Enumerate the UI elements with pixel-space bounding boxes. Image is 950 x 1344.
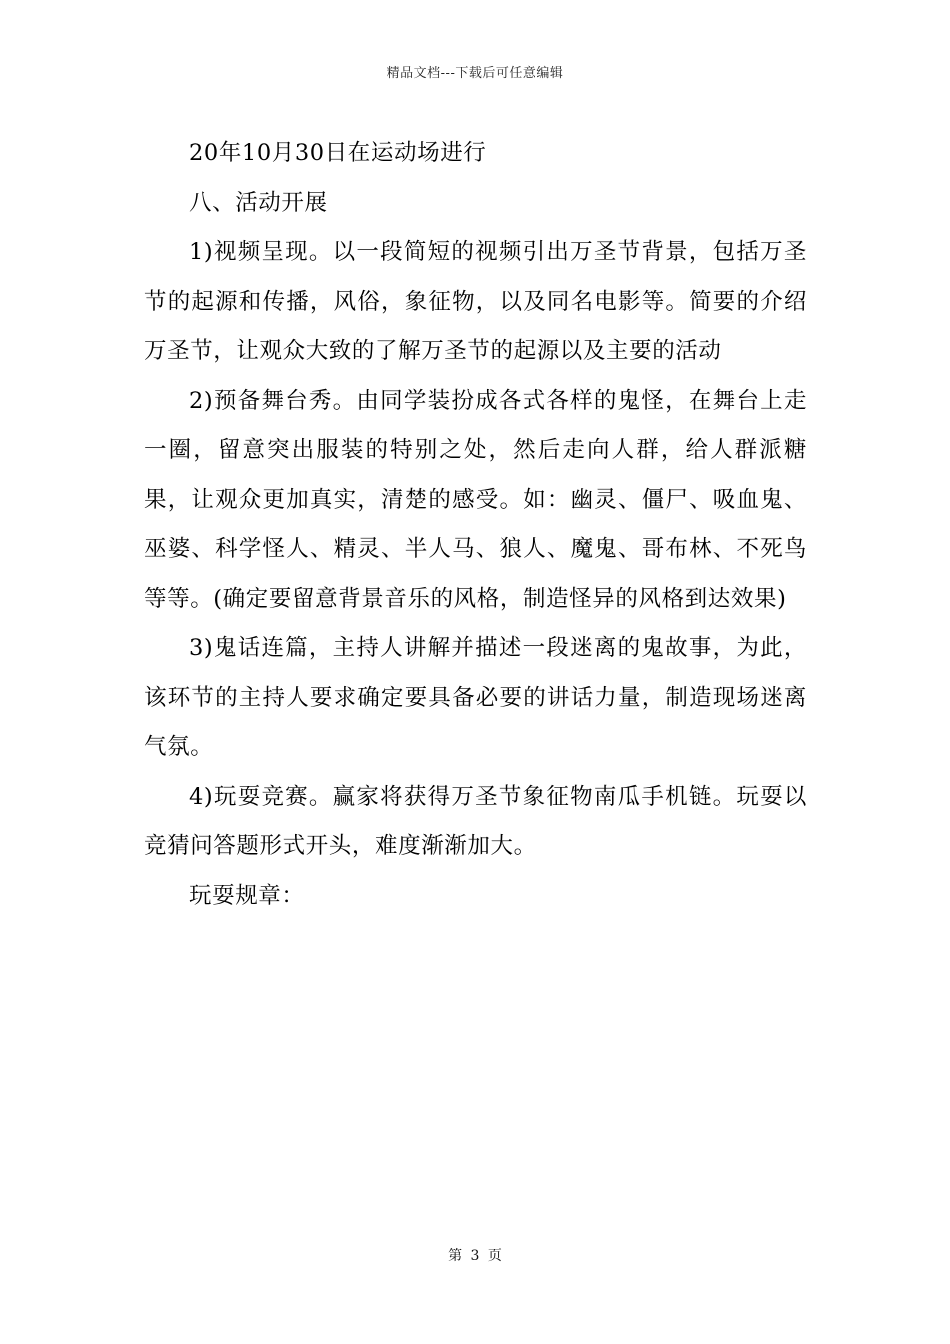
page-header: 精品文档---下载后可任意编辑 [386,66,564,81]
paragraph-ghost-stories: 3)鬼话连篇，主持人讲解并描述一段迷离的鬼故事，为此，该环节的主持人要求确定要具备必要的讲话力量，制造现场迷离气氛。 [144,635,807,760]
date-location-line: 20年10月30日在运动场进行 [189,140,487,166]
page-suffix: 页 [487,1248,502,1264]
paragraph-stage-show: 2)预备舞台秀。由同学装扮成各式各样的鬼怪，在舞台上走一圈，留意突出服装的特别之处，然后走向人群，给人群派糖果，让观众更加真实，清楚的感受。如：幽灵、僵尸、吸血鬼、巫婆、科学怪人、精灵、半人马、狼人、魔鬼、哥布林、不死鸟等等。(确定要留意背景音乐的风格，制造怪异的风格到达效果) [144,387,807,612]
paragraph-video: 1)视频呈现。以一段简短的视频引出万圣节背景，包括万圣节的起源和传播，风俗，象征物，以及同名电影等。简要的介绍万圣节，让观众大致的了解万圣节的起源以及主要的活动 [144,239,807,364]
page-footer [0,1246,950,1266]
page-prefix: 第 [448,1248,463,1264]
document-body [144,129,807,921]
section-heading: 八、活动开展 [189,189,328,216]
page-number: 3 [470,1248,480,1264]
paragraph-game-contest: 4)玩耍竞赛。赢家将获得万圣节象征物南瓜手机链。玩耍以竞猜问答题形式开头，难度渐渐加大。 [144,783,807,859]
paragraph-game-rules: 玩耍规章： [189,882,305,909]
